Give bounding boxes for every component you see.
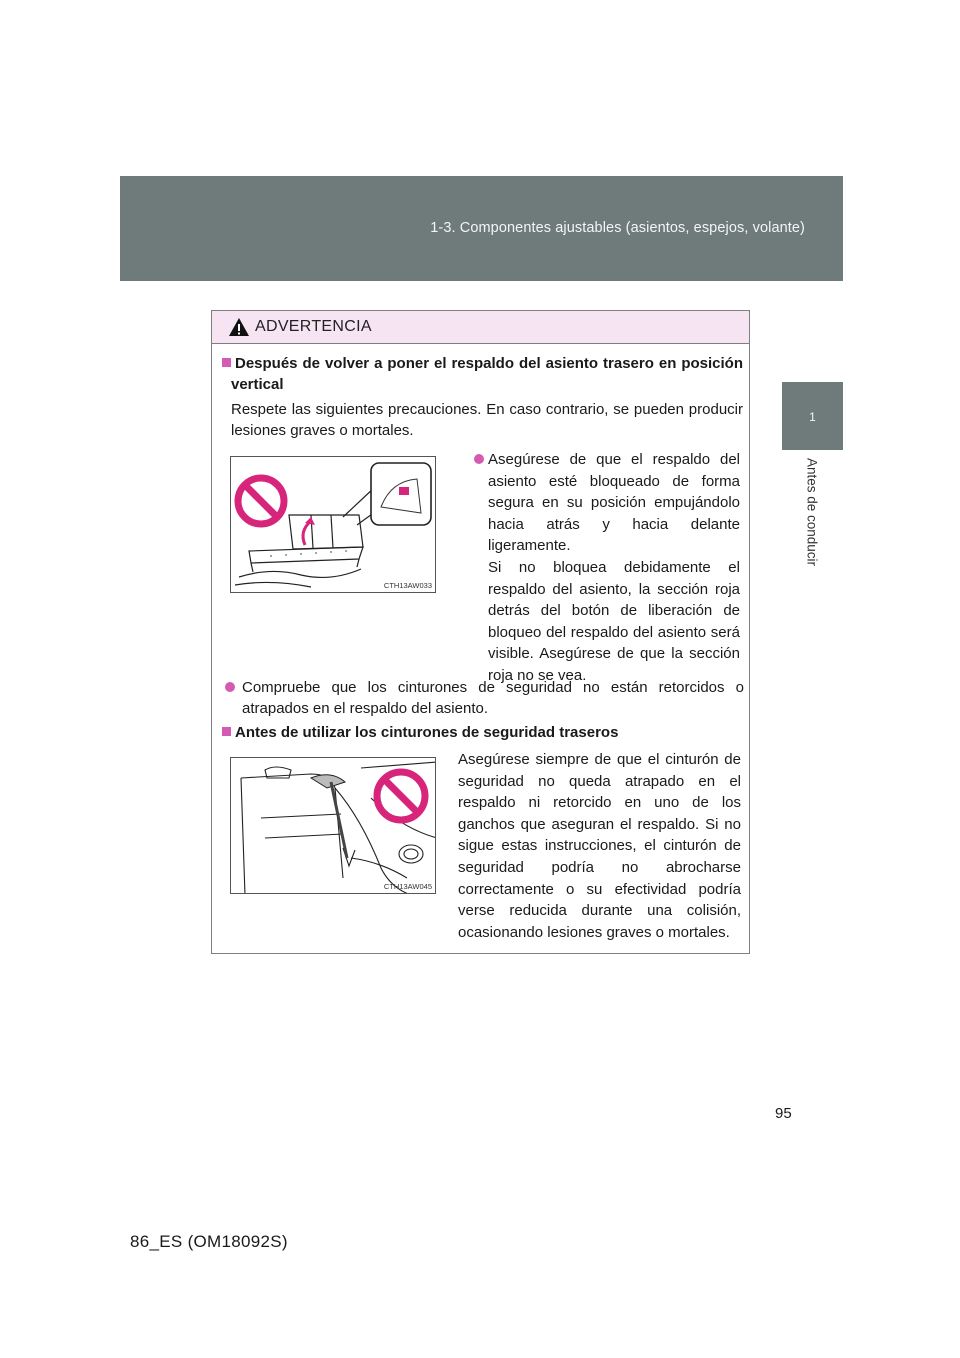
chapter-number: 1 — [809, 410, 816, 424]
document-code: 86_ES (OM18092S) — [130, 1232, 288, 1251]
chapter-label: Antes de conducir — [804, 457, 820, 567]
round-bullet-icon — [225, 682, 235, 692]
warning-header — [212, 311, 749, 344]
warning-box — [211, 310, 750, 954]
section1-heading-cont: vertical — [231, 376, 284, 393]
square-bullet-icon — [222, 358, 231, 367]
section2-text: Asegúrese siempre de que el cinturón de seguridad no queda atrapado en el respaldo ni retorcido en uno de los ganchos que aseguran el respaldo. Si no sigue estas instrucciones, el cinturón de seguridad podría no abrocharse correctamente o su efectividad podría verse reducida durante una colisión, ocasionando lesiones graves o mortales. — [458, 751, 741, 941]
figure1-code: CTH13AW033 — [383, 581, 432, 590]
seat-backrest-illustration — [231, 457, 436, 593]
seatbelt-figure — [230, 757, 436, 894]
square-bullet-icon — [222, 727, 231, 736]
section1-heading: Después de volver a poner el respaldo del asiento trasero en posición — [222, 353, 743, 375]
warning-title: ADVERTENCIA — [255, 318, 372, 335]
warning-triangle-icon — [228, 317, 250, 337]
seatbelt-illustration — [231, 758, 436, 894]
section1-intro: Respete las siguientes precauciones. En caso contrario, se pueden producir — [231, 401, 743, 418]
bullet2-text: Compruebe que los cinturones de seguridad no están retorcidos o — [242, 679, 744, 696]
bullet1-text: Asegúrese de que el respaldo del asiento esté bloqueado de forma segura en su posición empujándolo hacia atrás y hacia delante ligeramente. Si no bloquea debidamente el respaldo del asiento, la sección roja detrás del botón de liberación de bloqueo del respaldo del asiento será visible. Asegúrese de que la sección roja no se vea. — [488, 451, 740, 684]
header-band — [120, 176, 843, 281]
bullet2-text-cont: atrapados en el respaldo del asiento. — [242, 700, 489, 717]
page-number: 95 — [775, 1105, 792, 1122]
figure2-code: CTH13AW045 — [383, 882, 432, 891]
chapter-tab — [782, 382, 843, 450]
round-bullet-icon — [474, 454, 484, 464]
seat-lock-figure — [230, 456, 436, 593]
section-title: 1-3. Componentes ajustables (asientos, espejos, volante) — [430, 220, 805, 236]
section1-intro-cont: lesiones graves o mortales. — [231, 422, 414, 439]
section2-heading: Antes de utilizar los cinturones de seguridad traseros — [222, 722, 618, 744]
